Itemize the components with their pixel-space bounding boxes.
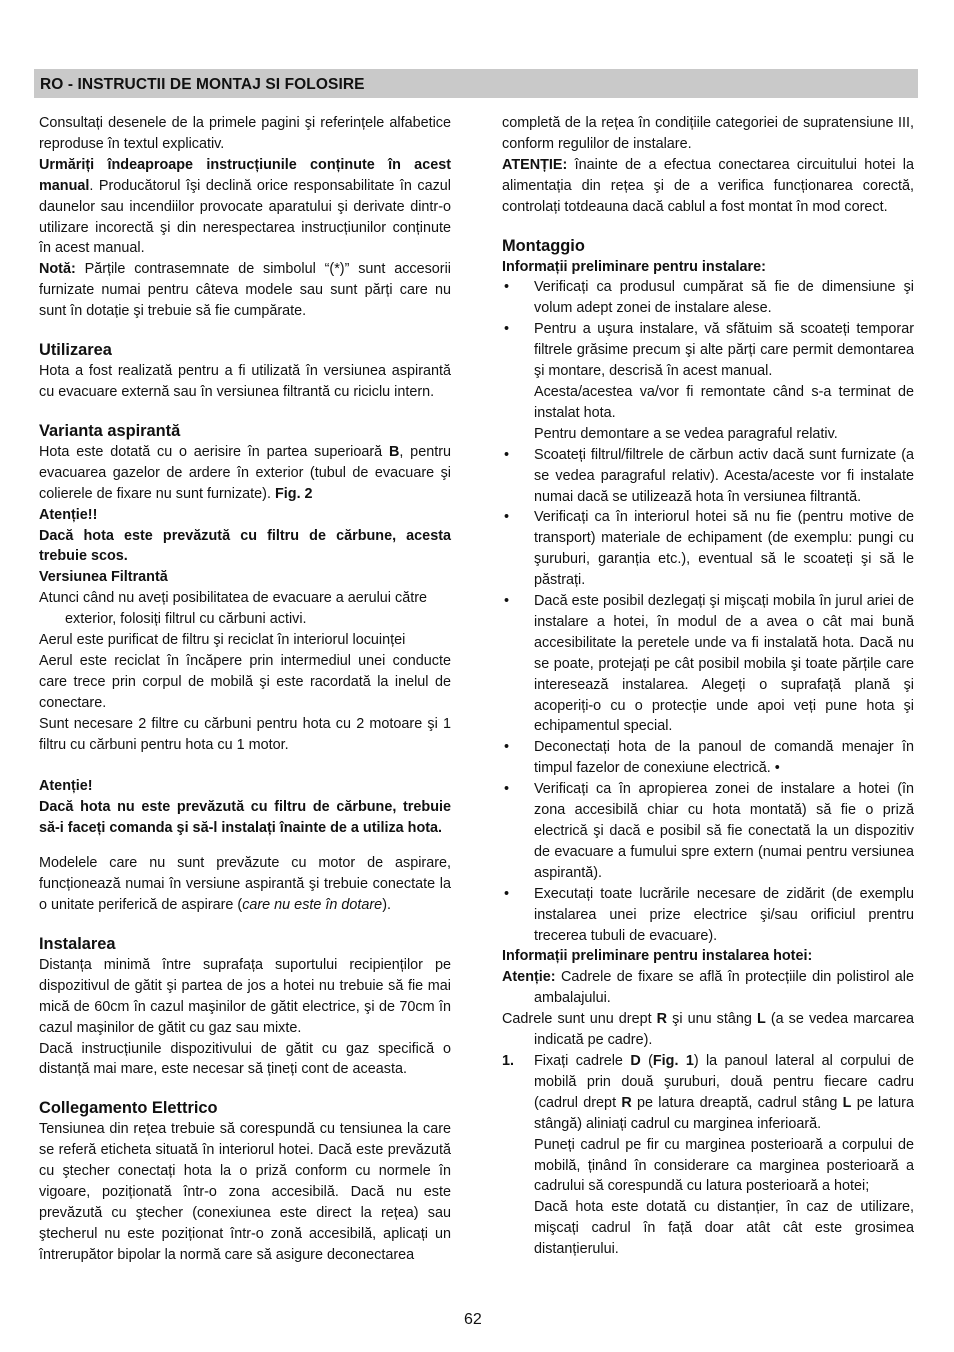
list-item-extra: Acesta/acestea va/vor fi remontate când s-a terminat de instalat hota. [534, 383, 914, 421]
step-1-paragraph-3: Dacă hota este dotată cu distanțier, în caz de utilizare, mişcați cadrul în față doar atât cât este grosimea distanțierului. [534, 1199, 914, 1258]
cadrele-text-1: Cadrele sunt unu drept [502, 1011, 657, 1028]
nota-label: Notă: [39, 261, 76, 278]
aspiranta-text-2: , pentru evacuarea gazelor de ardere în exterior (tubul de evacuare şi colierele de fixare nu sunt furnizate). [39, 443, 451, 502]
step-number: 1. [502, 1052, 515, 1069]
modele-text-2: ). [382, 897, 391, 913]
atentie-paragraph [502, 155, 914, 218]
step-1 [502, 1051, 914, 1260]
step-1-text [534, 1051, 914, 1135]
modele-italic: care nu este în dotare [242, 897, 383, 913]
page-number: 62 [464, 1311, 482, 1328]
filtranta-text-3: Aerul este reciclat în încăpere prin intermediul unei conducte care trece prin corpul de mobilă şi este racordată la inelul de conectare. [39, 652, 451, 711]
info2-heading: Informații preliminare pentru instalarea hotei: [502, 948, 813, 965]
continued-text: completă de la rețea în condițiile categoriei de supratensiune III, conform regulilor de instalare. [502, 115, 914, 152]
montaggio-heading: Montaggio [502, 236, 585, 255]
list-item: • Executați toate lucrările necesare de zidărit (de exemplu instalarea unei prize electrice şi/sau orificiul prentru trecerea tubuli de evacuare). [502, 884, 914, 947]
step-text-4: pe latura dreaptă, cadrul stâng [631, 1094, 843, 1111]
list-item: • Scoateți filtrul/filtrele de cărbun activ dacă sunt furnizate (a se vedea paragraful relativ). Acesta/aceste vor fi instalate numai dacă se utilizează hota în versiunea filtrantă. [502, 445, 914, 508]
atentie-text-3: Cadrele de fixare se află în protecțiile din polistirol ale ambalajului. [534, 969, 914, 1007]
aspiranta-paragraph [39, 442, 451, 505]
filtranta-text-4: Sunt necesare 2 filtre cu cărbuni pentru hota cu 2 motoare şi 1 filtru cu cărbuni pentru hota cu 1 motor. [39, 715, 451, 753]
atentie-label-2: Atenție! [39, 778, 93, 795]
utilizarea-text: Hota a fost realizată pentru a fi utilizată în versiunea aspirantă cu evacuare externă sau în versiunea filtrantă cu riciclu intern. [39, 363, 451, 400]
instalarea-text-1: Distanța minimă între suprafața suportului recipienților pe dispozitivul de gătit şi partea de jos a hotei nu trebuie să fie mai mică de 60cm în cazul maşinilor de gătit electrice, şi de 70cm în cazul maşinilor de gătit cu gaz sau mixte. [39, 956, 451, 1036]
modele-paragraph [39, 853, 451, 916]
atentie-label: ATENȚIE: [502, 156, 568, 173]
cadrele-text-2: şi unu stâng [667, 1011, 757, 1028]
atentie-text-1: Dacă hota este prevăzută cu filtru de cărbune, acesta trebuie scos. [39, 527, 451, 565]
step-ref-d: D [630, 1052, 641, 1069]
step-text-3: ) la panoul lateral al corpului de mobilă prin două şuruburi, două pentru fiecare cadru (cadrul drept [534, 1052, 914, 1111]
intro-paragraph: Consultați desenele de la primele pagini şi referințele alfabetice reproduse în textul explicativ. [39, 115, 451, 152]
list-item: • Dacă este posibil dezlegați şi mişcați mobila în jurul ariei de instalare a hotei, în modul de a avea o cât mai bună accesibilitate la peretele unde va fi instalată hota. Dacă nu se poate, protejați pe cât posibil mobila şi toate părțile care interesează instalarea. Alegeți o suprafață plană şi acoperiți-o cu o protecție unde apoi veți pune hota şi echipamentul special. [502, 591, 914, 737]
atentie-label-1: Atenție!! [39, 506, 98, 523]
aspiranta-heading: Varianta aspirantă [39, 421, 181, 440]
step-ref-r: R [621, 1094, 632, 1111]
list-item: • Deconectați hota de la panoul de comandă menajer în timpul fazelor de conexiune electrică. • [502, 737, 914, 779]
list-item: • Verificați ca produsul cumpărat să fie de dimensiune şi volum adept zonei de instalare alese. [502, 277, 914, 319]
aspiranta-fig-ref: Fig. 2 [274, 485, 313, 502]
cadrele-paragraph [502, 1009, 914, 1051]
list-item [502, 319, 914, 444]
intro-warning-paragraph [39, 155, 451, 260]
nota-text: Părțile contrasemnate de simbolul “(*)” sunt accesorii furnizate numai pentru câteva modele sau sunt părți care nu sunt în dotație şi trebuie să fie cumpărate. [39, 261, 451, 320]
list-item: • Verificați ca în interiorul hotei să nu fie (pentru motive de transport) materiale de echipament (de exemplu: pungi cu şuruburi, garanția etc.), eventual să le scoateți şi să le păstrați. [502, 507, 914, 591]
electric-heading: Collegamento Elettrico [39, 1099, 218, 1118]
cadrele-text-3: (a se vedea marcarea indicată pe cadre). [534, 1011, 914, 1049]
bullet-list [502, 277, 914, 946]
aspiranta-text-1: Hota este dotată cu o aerisire în partea superioară [39, 443, 389, 460]
filtranta-text-2: Aerul este purificat de filtru şi reciclat în interiorul locuinței [39, 632, 406, 649]
list-item-text: Pentru a uşura instalare, vă sfătuim să scoateți temporar filtrele grăsime precum şi alte părți care permit demontarea şi montare, descrisă în acest manual. [534, 321, 914, 380]
left-column [39, 113, 451, 1266]
intro-warning-bold: Urmăriți îndeaproape instrucțiunile conținute în acest manual [39, 156, 451, 194]
list-item: • Verificați ca în apropierea zonei de instalare a hotei (în zona accesibilă chiar cu hota montată) să fie o priză electrică şi dacă e posibil să fie conectată la un dispozitiv de evacuare a fumului spre extern (numai pentru versiunea aspirantă). [502, 779, 914, 884]
info-heading: Informații preliminare pentru instalare: [502, 258, 766, 275]
step-1-paragraph-2: Puneți cadrul pe fir cu marginea posterioară a corpului de mobilă, ținând în considerare ca marginea posterioară a cadrului să corespundă cu latura posterioară a hotei; [534, 1136, 914, 1195]
step-ref-l: L [842, 1094, 852, 1111]
filtranta-text-1: Atunci când nu aveți posibilitatea de evacuare a aerului către exterior, folosiți filtrul cu cărbuni activi. [39, 590, 427, 628]
modele-text-1: Modelele care nu sunt prevăzute cu motor de aspirare, funcționează numai în versiune aspirantă şi trebuie conectate la o unitate periferică de aspirare ( [39, 855, 451, 913]
step-text-1: Fixați cadrele [534, 1052, 631, 1069]
list-item-extra: Pentru demontare a se vedea paragraful relativ. [534, 425, 838, 442]
utilizarea-heading: Utilizarea [39, 341, 112, 360]
right-column [502, 113, 914, 1260]
step-text-2: ( [640, 1052, 653, 1069]
intro-warning-text: . Producătorul îşi declină orice responsabilitate în cazul daunelor sau incendiilor provocate aparatului şi derivate dintr-o utilizare incorectă şi din nerespectarea instrucțiunilor conținute în acest manual. [39, 177, 451, 257]
instalarea-text-2: Dacă instrucțiunile dispozitivului de gătit cu gaz specifică o distanță mai mare, este necesar să țineți cont de aceasta. [39, 1040, 451, 1078]
instalarea-heading: Instalarea [39, 934, 116, 953]
atentie-text-2: Dacă hota nu este prevăzută cu filtru de cărbune, trebuie să-i faceți comanda şi să-l instalați înainte de a utiliza hota. [39, 799, 451, 837]
filtranta-heading: Versiunea Filtrantă [39, 569, 168, 586]
section-title: RO - INSTRUCTII DE MONTAJ SI FOLOSIRE [40, 76, 365, 93]
atentie-label-3: Atenție: [502, 969, 556, 986]
cadrele-ref-l: L [756, 1011, 766, 1028]
step-text-5: pe latura stângă) aliniați cadrul cu marginea inferioară. [534, 1094, 914, 1132]
cadrele-ref-r: R [656, 1011, 668, 1028]
atentie-paragraph-3 [502, 967, 914, 1009]
atentie-text: înainte de a efectua conectarea circuitului hotei la alimentația din rețea şi de a verifica funcționarea corectă, controlați totdeauna dacă cablul a fost montat în mod corect. [502, 156, 914, 215]
aspiranta-ref-b: B [388, 443, 400, 460]
section-header-bar [34, 69, 918, 98]
electric-text: Tensiunea din rețea trebuie să corespundă cu tensiunea la care se referă eticheta situată în interiorul hotei. Dacă este prevăzută cu ştecher conectați hota la o priză conform cu normele în vigoare, poziționată într-o zona accesibilă. Dacă nu este prevăzută cu ştecher (conexiunea este direct la rețea) sau ştecherul nu este poziționat într-o zonă accesibilă, aplicați un întrerupător bipolar la normă care să asigure deconectarea [39, 1121, 451, 1263]
nota-paragraph [39, 259, 451, 322]
step-fig-ref: Fig. 1 [652, 1052, 694, 1069]
